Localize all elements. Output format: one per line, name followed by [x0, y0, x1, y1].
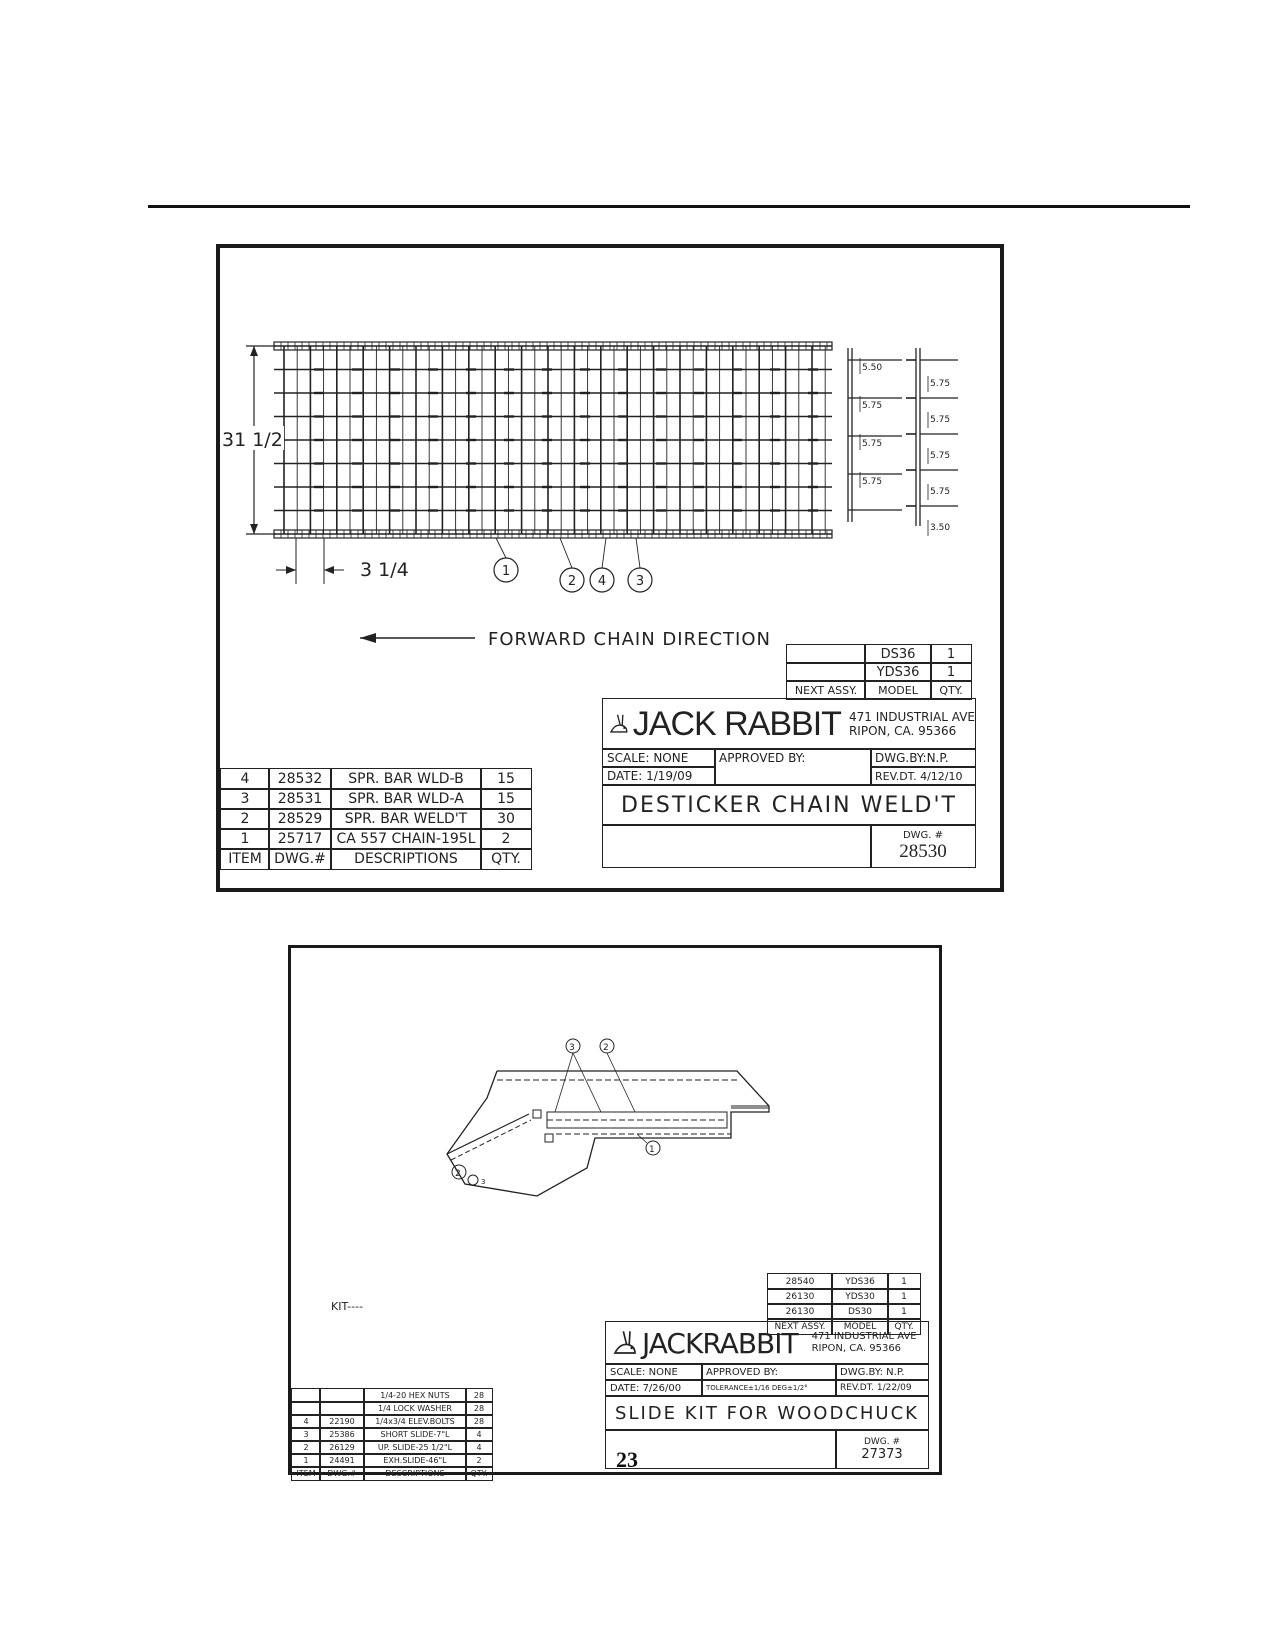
next-assy-cell-qty: 1: [887, 1303, 921, 1320]
next-assy-cell-model: YDS36: [831, 1273, 889, 1290]
bom-cell-dwg: 28532: [268, 768, 332, 790]
bom-cell-qty: 28: [465, 1401, 493, 1416]
bom-cell-desc: 1/4-20 HEX NUTS: [363, 1388, 467, 1403]
bom-cell-dwg: 24491: [319, 1453, 365, 1468]
bom-cell-qty: 15: [480, 788, 532, 810]
bom-cell-dwg: 25717: [268, 828, 332, 850]
callout-leader: [636, 538, 640, 568]
bom-cell-dwg: 25386: [319, 1427, 365, 1442]
bom-header-qty: QTY.: [480, 848, 532, 870]
bolt-marker: [545, 1134, 553, 1142]
title-block: [602, 698, 976, 868]
header-rule: [148, 205, 1190, 208]
bom-cell-desc: CA 557 CHAIN-195L: [330, 828, 482, 850]
bom-cell-item: 3: [220, 788, 270, 810]
bom-cell-dwg: 22190: [319, 1414, 365, 1429]
bom-cell-qty: 2: [480, 828, 532, 850]
next-assy-cell-next: 26130: [767, 1303, 833, 1320]
drawing-title: DESTICKER CHAIN WELD'T: [602, 784, 976, 826]
drawing-sheet-slide-kit: [288, 945, 942, 1478]
bom-cell-item: 4: [220, 768, 270, 790]
dwg-number-cell: [835, 1429, 929, 1469]
qty-header: QTY.: [930, 680, 972, 700]
bom-cell-qty: 28: [465, 1388, 493, 1403]
bom-cell-desc: SHORT SLIDE-7"L: [363, 1427, 467, 1442]
bom-cell-qty: 15: [480, 768, 532, 790]
side-view-group: [848, 348, 958, 536]
model-cell: DS36: [864, 644, 932, 664]
bolt-marker: [533, 1110, 541, 1118]
dwg-number-label: DWG. #: [863, 1436, 901, 1447]
callout-3: 3: [635, 574, 645, 589]
address-line-1: 471 INDUSTRIAL AVE: [811, 1331, 917, 1342]
spacing-label-right: 5.75: [930, 451, 951, 461]
date-cell: DATE: 7/26/00: [605, 1379, 703, 1397]
arrow-head-down: [250, 524, 258, 534]
spacing-label-right: 5.75: [930, 487, 951, 497]
spacing-label-left: 5.75: [862, 439, 883, 449]
next-assy-header-qty: QTY.: [887, 1318, 921, 1335]
approved-cell: APPROVED BY:: [701, 1363, 837, 1381]
bom-cell-item: 1: [291, 1453, 321, 1468]
callout-2: 2: [603, 1043, 609, 1053]
tolerance-cell: TOLERANCE±1/16 DEG±1/2°: [701, 1379, 837, 1397]
model-cell: YDS36: [864, 662, 932, 682]
next-assy-cell-qty: 1: [887, 1288, 921, 1305]
qty-cell: 1: [930, 662, 972, 682]
model-header: MODEL: [864, 680, 932, 700]
kit-label: KIT----: [331, 1300, 364, 1313]
bom-header-desc: DESCRIPTIONS: [330, 848, 482, 870]
dwg-number: 28530: [899, 840, 947, 862]
bom-cell-qty: 30: [480, 808, 532, 830]
pitch-arrow-left: [286, 566, 296, 574]
callout-3b-circle: [468, 1175, 478, 1185]
dwg-by-cell: DWG.BY: N.P.: [835, 1363, 929, 1381]
spacing-label-left: 5.75: [862, 477, 883, 487]
spacing-label-left: 5.75: [862, 401, 883, 411]
company-address: [849, 710, 975, 738]
next-assy-header-model: MODEL: [831, 1318, 889, 1335]
bom-cell-desc: UP. SLIDE-25 1/2"L: [363, 1440, 467, 1455]
company-name: JACK RABBIT: [632, 704, 841, 743]
bom-cell-item: 4: [291, 1414, 321, 1429]
scale-cell: SCALE: NONE: [605, 1363, 703, 1381]
dwg-by-cell: DWG.BY:N.P.: [870, 748, 976, 768]
rabbit-logo-icon: [607, 706, 631, 742]
date-cell: DATE: 1/19/09: [602, 766, 716, 786]
spacing-label-right: 5.75: [930, 415, 951, 425]
bom-cell-item: 2: [291, 1440, 321, 1455]
callout-leader: [496, 538, 506, 558]
bom-cell-desc: EXH.SLIDE-46"L: [363, 1453, 467, 1468]
pitch-arrow-right: [324, 566, 334, 574]
bom-cell-qty: 28: [465, 1414, 493, 1429]
callout-2: 2: [567, 574, 577, 589]
next-assy-cell-model: DS30: [831, 1303, 889, 1320]
next-assy-header: NEXT ASSY.: [786, 680, 866, 700]
arrow-head-up: [250, 346, 258, 356]
bom-header-item: ITEM: [220, 848, 270, 870]
company-address: [812, 1331, 917, 1355]
bom-header-desc: DESCRIPTIONS: [363, 1466, 467, 1481]
bom-cell-desc: SPR. BAR WLD-A: [330, 788, 482, 810]
rev-date-cell: REV.DT. 1/22/09: [835, 1379, 929, 1397]
next-assy-cell-model: YDS30: [831, 1288, 889, 1305]
bom-cell-item: 3: [291, 1427, 321, 1442]
scale-cell: SCALE: NONE: [602, 748, 716, 768]
drawing-sheet-desticker-chain: [216, 244, 1004, 892]
bom-cell-qty: 4: [465, 1440, 493, 1455]
rabbit-logo-icon: [610, 1328, 640, 1358]
callout-3: 3: [569, 1043, 575, 1053]
bom-cell-qty: 2: [465, 1453, 493, 1468]
bom-cell-item: 2: [220, 808, 270, 830]
qty-cell: 1: [930, 644, 972, 664]
callout-leader: [602, 538, 606, 568]
company-row: [602, 698, 976, 750]
next-assy-cell: [786, 662, 866, 682]
blank-cell: [605, 1429, 837, 1469]
bom-header-dwg: DWG.#: [268, 848, 332, 870]
rev-date-cell: REV.DT. 4/12/10: [870, 766, 976, 786]
drawing-title: SLIDE KIT FOR WOODCHUCK: [605, 1395, 929, 1431]
bom-cell-desc: 1/4x3/4 ELEV.BOLTS: [363, 1414, 467, 1429]
spacing-label-left: 5.50: [862, 363, 883, 373]
bom-cell-dwg: 28531: [268, 788, 332, 810]
bom-cell-item: 1: [220, 828, 270, 850]
callout-4: 4: [597, 574, 607, 589]
direction-label: FORWARD CHAIN DIRECTION: [488, 629, 771, 650]
dwg-number-cell: [870, 824, 976, 868]
bom-cell-desc: SPR. BAR WLD-B: [330, 768, 482, 790]
pitch-dimension-label: 3 1/4: [360, 559, 409, 581]
dwg-number-label: DWG. #: [902, 829, 944, 841]
bom-cell-qty: 4: [465, 1427, 493, 1442]
title-block: [605, 1321, 929, 1469]
company-row: [605, 1321, 929, 1365]
blank-cell: [602, 824, 872, 868]
callout-2b: 2: [455, 1169, 461, 1179]
page-number: 23: [616, 1447, 638, 1472]
dwg-number: 27373: [861, 1446, 903, 1462]
direction-arrow-head: [360, 633, 376, 643]
callout-1: 1: [649, 1145, 655, 1155]
next-assy-cell-next: 26130: [767, 1288, 833, 1305]
spacing-label-right: 5.75: [930, 379, 951, 389]
bom-header-dwg: DWG.#: [319, 1466, 365, 1481]
address-line-2: RIPON, CA. 95366: [811, 1343, 902, 1354]
bom-cell-desc: 1/4 LOCK WASHER: [363, 1401, 467, 1416]
next-assy-cell-qty: 1: [887, 1273, 921, 1290]
height-dimension-label: 31 1/2: [222, 429, 283, 451]
callout-3b: 3: [481, 1178, 486, 1186]
next-assy-cell: [786, 644, 866, 664]
callout-group: [494, 538, 652, 592]
bom-header-item: ITEM: [291, 1466, 321, 1481]
spacing-label-right: 3.50: [930, 523, 951, 533]
next-assy-header-next: NEXT ASSY.: [767, 1318, 833, 1335]
bom-cell-desc: SPR. BAR WELD'T: [330, 808, 482, 830]
callout-1: 1: [501, 564, 511, 579]
bom-cell-dwg: 26129: [319, 1440, 365, 1455]
bom-cell-dwg: 28529: [268, 808, 332, 830]
company-name: JACKRABBIT: [642, 1326, 798, 1360]
callout-leader: [560, 538, 572, 568]
chain-grid: [274, 342, 832, 538]
bom-header-qty: QTY.: [465, 1466, 493, 1481]
next-assy-cell-next: 28540: [767, 1273, 833, 1290]
address-line-2: RIPON, CA. 95366: [848, 724, 957, 738]
address-line-1: 471 INDUSTRIAL AVE: [848, 710, 975, 724]
approved-cell: APPROVED BY:: [714, 748, 872, 786]
